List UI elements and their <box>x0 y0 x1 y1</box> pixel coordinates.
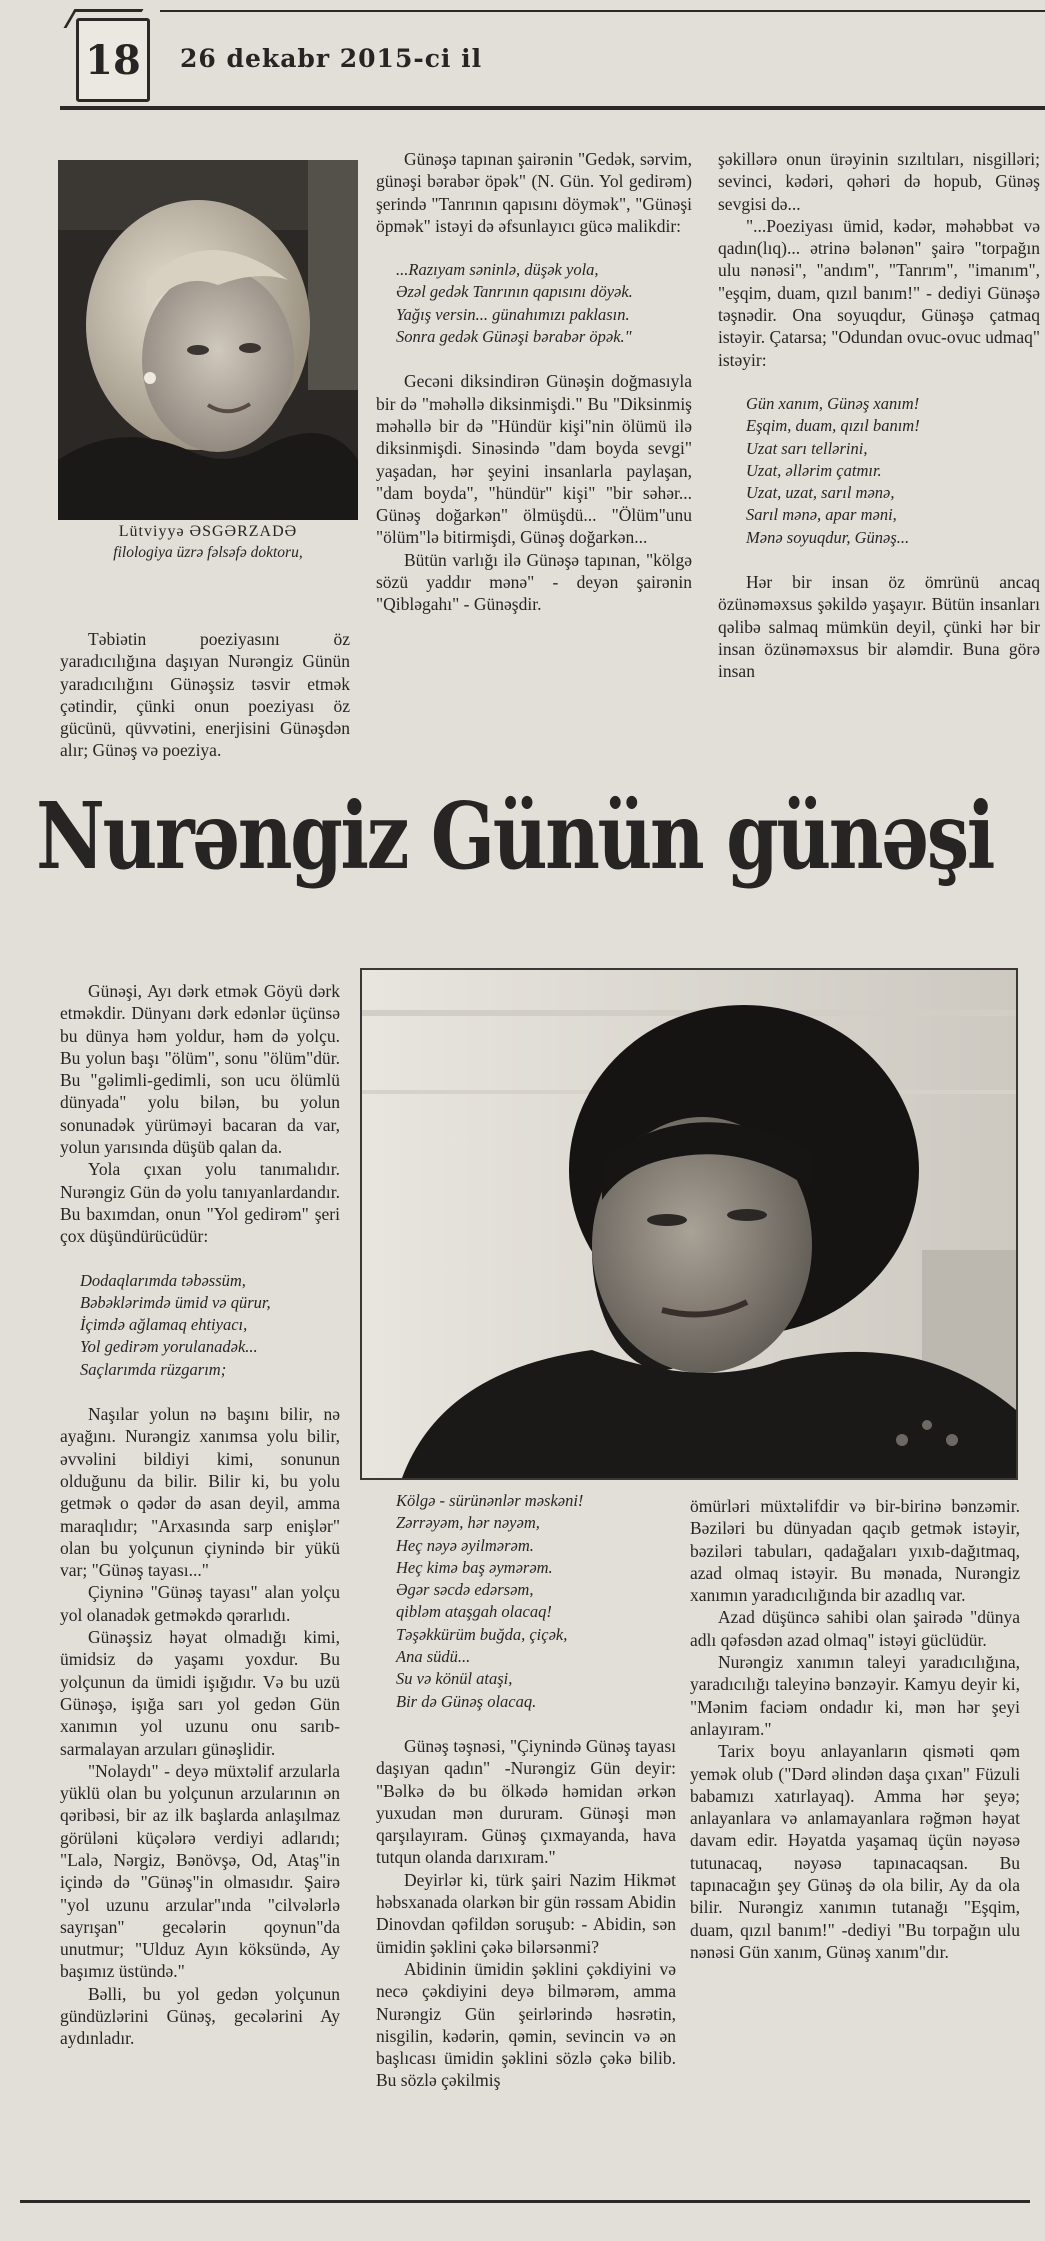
paragraph: ömürləri müxtəlifdir və bir-birinə bənzəmir. Bəziləri bu dünyadan qaçıb getmək istəyir, bəziləri tabuları, qadağaları yıxıb-dağıtmaq, azad olmaq istəyir. Bu mənada, Nurəngiz xanımın yaradıcılığında bir azadlıq var. <box>690 1496 1020 1606</box>
poem-line: Zərrəyəm, hər nəyəm, <box>396 1513 540 1533</box>
poem-line: Heç nəyə əyilmərəm. <box>396 1535 534 1555</box>
paragraph: "...Poeziyası ümid, kədər, məhəbbət və qadın(lıq)... ətrinə bələnən" şairə "torpağın ulu nənəsi", "andım", "Tanrım", "imanım", "eşqim, duam, qızıl banım!" - dediyi Günəşə təşnədir. Ona soyuqdur, Günəşə çatmaq istəyir. Çatarsa; "Odundan ovuc-ovuc udmaq" istəyir: <box>718 215 1040 370</box>
poem-line: Mənə soyuqdur, Günəş... <box>746 527 910 547</box>
paragraph: Çiyninə "Günəş tayası" alan yolçu yol olanadək getməkdə qərarlıdı. <box>60 1582 340 1625</box>
page-number-box <box>76 18 150 102</box>
paragraph: Günəş təşnəsi, "Çiynində Günəş tayası daşıyan qadın" -Nurəngiz Gün deyir: "Bəlkə də bu ölkədə həmidan ərkən yuxudan mən dururam. Günəşi mən qarşılayıram. Günəş çıxmayanda, hava tutqun olanda darıxıram." <box>376 1735 676 1868</box>
paragraph: "Nolaydı" - deyə müxtəlif arzularla yüklü olan bu yolçunun arzularının ən qəribəsi, bir az ilk başlarda anlaşılmaz görüləni küçələrə verdiyi adlarıdı; "Lalə, Nərgiz, Bənövşə, Od, Ataş"in içində də "Günəş"in olmasıdır. Şairə "yol uzunu arzular"ında "cilvələrlə sayrışan" gecələrin qoynun"da unutmur; "Ulduz Ayın köksündə, Ay başımız üstündə." <box>60 1760 340 1982</box>
paragraph: Nurəngiz xanımın taleyi yaradıcılığına, yaradıcılığı taleyinə bənzəyir. Kamyu deyir ki, "Mənim faciəm ondadır ki, mən hər şeyi anlayıram." <box>690 1652 1020 1739</box>
footer-rule <box>20 2200 1030 2203</box>
column-3-bottom <box>690 1495 1020 1963</box>
poem-line: Sonra gedək Günəşi bərabər öpək." <box>396 327 632 347</box>
column-2-top <box>376 148 692 616</box>
paragraph: Abidinin ümidin şəklini çəkdiyini və necə çəkdiyini deyə bilmərəm, amma Nurəngiz Gün şeirlərində həsrətin, nisgilin, kədərin, qəmin, sevincin və ən başlıcası ümidin şəklini sözlə çəkə bilib. Bu sözlə çəkilmiş <box>376 1958 676 2091</box>
column-2-bottom <box>376 1490 676 2092</box>
poem-line: İçimdə ağlamaq ehtiyacı, <box>80 1315 248 1335</box>
paragraph: Günəşsiz həyat olmadığı kimi, ümidsiz də yaşamı yoxdur. Bu yolçunun da ümidi işığıdır. Və bu uzü Günəşə, işığa sarı yol gedən Gün xanımın yol uzunu onu sarıb-sarmalayan arzuları günəşlidir. <box>60 1627 340 1759</box>
poem-line: Kölgə - sürünənlər məskəni! <box>396 1491 584 1510</box>
paragraph: Deyirlər ki, türk şairi Nazim Hikmət həbsxanada olarkən bir gün rəssam Abidin Dinovdan qəfildən soruşub: - Abidin, sən ümidin şəklini çəkə bilərsənmi? <box>376 1869 676 1957</box>
poem-line: qibləm ataşgah olacaq! <box>396 1602 552 1622</box>
poem <box>376 1490 676 1713</box>
paragraph: Yola çıxan yolu tanımalıdır. Nurəngiz Gün də yolu tanıyanlardandır. Bu baxımdan, onun "Yol gedirəm" şeri çox düşündürücüdür: <box>60 1159 340 1247</box>
poem-line: Ana südü... <box>396 1647 471 1667</box>
top-rule <box>160 10 1045 12</box>
paragraph: Günəşi, Ayı dərk etmək Göyü dərk etməkdir. Dünyanı dərk edənlər üçünsə bu dünya həm yoldur, həm də yolçu. Bu yolun başı "ölüm", sonu "ölüm"dür. Bu "gəlimli-gedimli, son ucu ölümlü dünyada" yolu bilən, bu yolun sonunadək yürüməyi bacaran da var, yolun yarısında düşüb qalan da. <box>60 981 340 1158</box>
author-title: filologiya üzrə fəlsəfə doktoru, <box>113 544 303 561</box>
header-rule <box>60 106 1045 110</box>
author-name: Lütviyyə ƏSGƏRZADƏ <box>118 523 298 540</box>
paragraph: Gecəni diksindirən Günəşin doğmasıyla bir də "məhəllə diksinmişdi." Bu "Diksinmiş məhəllə bir də "Hündür kişi"nin ölümü ilə diksinmişdi. Sinəsində "dam boyda sevgi" yaşadan, hər şeyini insanlarla paylaşan, "dam boyda", "hündür" kişi" "bir səhər... Günəş doğarkən" ölmüşdü... "Ölüm"unu "ölüm"lə bitirmişdi, Günəş doğarkən... <box>376 371 692 548</box>
poem-line: Əgər səcdə edərsəm, <box>396 1580 534 1600</box>
poem-line: Yol gedirəm yorulanadək... <box>80 1337 258 1357</box>
subject-portrait <box>360 968 1018 1480</box>
poem-line: Bir də Günəş olacaq. <box>396 1691 537 1711</box>
poem <box>376 259 692 348</box>
poem-line: Əzəl gedək Tanrının qapısını döyək. <box>396 282 633 302</box>
paragraph: Tarix boyu anlayanların qisməti qəm yemək olub ("Dərd əlindən daşa çıxan" Füzuli babamızı xatırlayaq). Amma hər şeyə; anlayanlara və anlamayanlara rəğmən həyat davam edir. Həyatda yaşamaq üçün nəyəsə tutunacaq, nəyəsə tapınacaqsan. Bu tapınacağın şey Günəş də ola bilir, Ay da ola bilir. Nurəngiz xanımın tutanağı "Eşqim, duam, qızıl banım!" -dediyi "Bu torpağın ulu nənəsi Gün xanım, Günəş xanım"dır. <box>690 1741 1020 1962</box>
paragraph: şəkillərə onun ürəyinin sızıltıları, nisgilləri; sevinci, kədəri, qəhəri də hopub, Günəş sevgisi də... <box>718 149 1040 214</box>
column-1-bottom <box>60 980 340 2050</box>
intro-column <box>60 628 350 762</box>
poem-line: ...Razıyam səninlə, düşək yola, <box>396 260 599 280</box>
author-portrait <box>58 160 358 520</box>
poem-line: Uzat sarı tellərini, <box>746 438 868 458</box>
poem-line: Təşəkkürüm buğda, çiçək, <box>396 1624 568 1644</box>
poem-line: Heç kimə baş əymərəm. <box>396 1557 553 1577</box>
paragraph: Hər bir insan öz ömrünü ancaq özünəməxsus şəkildə yaşayır. Bütün insanları qəlibə salmaq mümkün deyil, çünki hər bir insan özünəməxsus bir aləmdir. Buna görə insan <box>718 572 1040 682</box>
page-number: 18 <box>85 36 141 84</box>
headline: Nurəngiz Günün günəşi <box>36 782 993 890</box>
paragraph: Azad düşüncə sahibi olan şairədə "dünya adlı qəfəsdən azad olmaq" istəyi güclüdür. <box>690 1607 1020 1650</box>
poem-line: Dodaqlarımda təbəssüm, <box>80 1270 246 1290</box>
poem-line: Saçlarımda rüzgarım; <box>80 1359 227 1379</box>
paragraph: Naşılar yolun nə başını bilir, nə ayağını. Nurəngiz xanımsa yolu bilir, əvvəlini bildiyi kimi, sonunun olduğunu da bilir. Bilir ki, bu yolu getmək o qədər də asan deyil, amma maraqlıdır; "Arxasında sarp enişlər" olan bu yolçunun çiynində bir yükü var; "Günəş tayası..." <box>60 1404 340 1581</box>
poem-line: Uzat, əllərim çatmır. <box>746 460 882 480</box>
poem-line: Bəbəklərimdə ümid və qürur, <box>80 1292 271 1312</box>
paragraph: Bütün varlığı ilə Günəşə tapınan, "kölgə sözü yaddır mənə" - deyən şairənin "Qibləgahı" - Günəşdir. <box>376 549 692 615</box>
column-3-top <box>718 148 1040 683</box>
paragraph: Günəşə tapınan şairənin "Gedək, sərvim, günəşi bərabər öpək" (N. Gün. Yol gedirəm) şerində "Tanrının qapısını döymək", "Günəşi öpmək" istəyi də əfsunlayıcı gücə malikdir: <box>376 149 692 236</box>
poem-line: Eşqim, duam, qızıl banım! <box>746 416 920 436</box>
poem-line: Gün xanım, Günəş xanım! <box>746 393 920 413</box>
poem <box>718 393 1040 549</box>
poem-line: Uzat, uzat, sarıl mənə, <box>746 483 895 503</box>
poem-line: Su və könül ataşi, <box>396 1669 513 1689</box>
poem-line: Yağış versin... günahımızı paklasın. <box>396 304 630 324</box>
issue-date: 26 dekabr 2015-ci il <box>180 44 483 73</box>
intro-paragraph: Təbiətin poeziyasını öz yaradıcılığına daşıyan Nurəngiz Günün yaradıcılığını Günəşsiz təsvir etmək çətindir, çünki onun poeziyası öz gücünü, qüvvətini, enerjisini Günəşdən alır; Günəş və poeziya. <box>60 629 350 761</box>
poem <box>60 1270 340 1381</box>
poem-line: Sarıl mənə, apar məni, <box>746 505 897 525</box>
paragraph: Bəlli, bu yol gedən yolçunun gündüzlərini Günəş, gecələrini Ay aydınladır. <box>60 1983 340 2049</box>
